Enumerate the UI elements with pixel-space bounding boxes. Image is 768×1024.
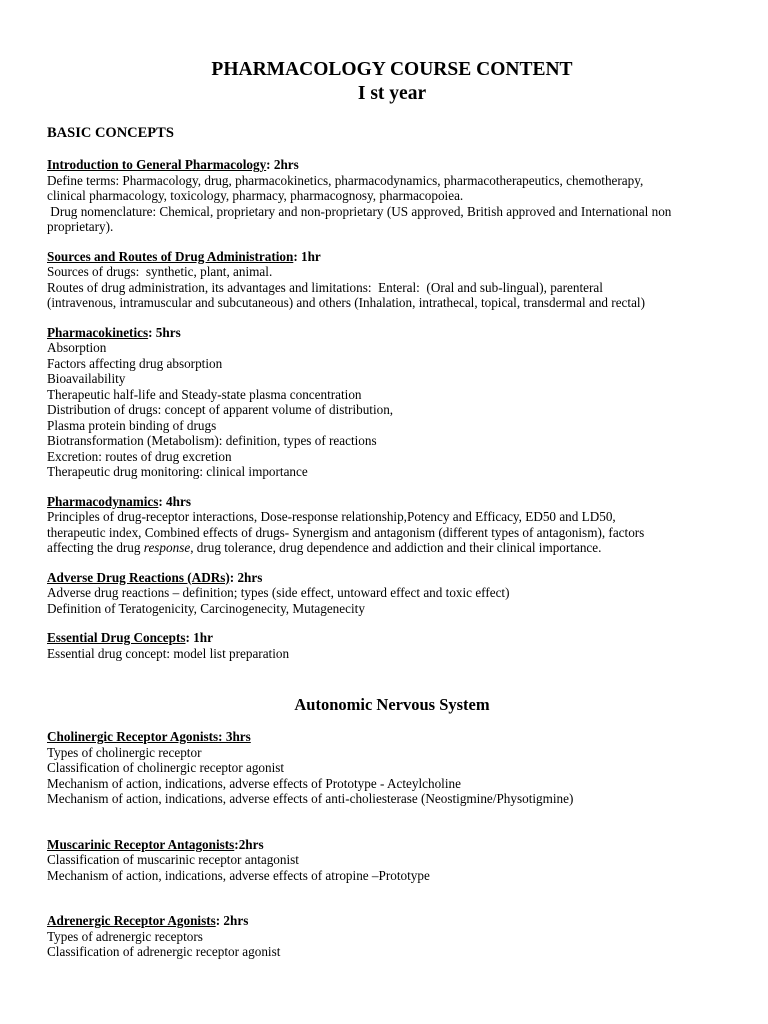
section-line: Mechanism of action, indications, adverse effects of anti-choliesterase (Neostigmine/Physotigmine) — [47, 791, 574, 806]
section-hours: : 1hr — [185, 630, 213, 645]
section-title: Pharmacokinetics — [47, 324, 149, 340]
ans-sections — [47, 729, 737, 960]
section-line: Routes of drug administration, its advantages and limitations: Enteral: (Oral and sub-lingual), parenteral — [47, 279, 603, 295]
section-title: Essential Drug Concepts — [47, 630, 186, 645]
section-line: proprietary). — [47, 219, 114, 234]
course-section — [47, 837, 737, 884]
section-line: Drug nomenclature: Chemical, proprietary and non-proprietary (US approved, British approved and International non — [47, 203, 672, 219]
section-hours: : 4hrs — [158, 493, 191, 509]
section-line: Therapeutic half-life and Steady-state plasma concentration — [47, 386, 362, 402]
section-heading — [47, 249, 737, 265]
section-heading — [47, 494, 737, 510]
section-line: Factors affecting drug absorption — [47, 355, 223, 371]
section-line: Bioavailability — [47, 371, 126, 386]
document-subtitle: I st year — [357, 83, 427, 104]
course-section — [47, 325, 737, 480]
section-heading — [47, 325, 737, 341]
section-line: Classification of cholinergic receptor agonist — [47, 760, 285, 775]
section-line: (intravenous, intramuscular and subcutaneous) and others (Inhalation, intrathecal, topical, transdermal and rectal) — [47, 295, 645, 310]
section-line: Biotransformation (Metabolism): definition, types of reactions — [47, 433, 377, 448]
section-hours: : 2hrs — [215, 913, 249, 928]
section-line: Adverse drug reactions – definition; types (side effect, untoward effect and toxic effect) — [47, 585, 510, 600]
document-page — [47, 58, 737, 990]
section-line: Absorption — [47, 340, 107, 355]
section-hours: : 2hrs — [266, 157, 299, 172]
section-line: Classification of adrenergic receptor agonist — [47, 944, 281, 959]
basic-concepts-heading: BASIC CONCEPTS — [47, 125, 174, 141]
section-line: Define terms: Pharmacology, drug, pharmacokinetics, pharmacodynamics, pharmacotherapeutics, chemotherapy, — [47, 172, 644, 188]
basic-sections — [47, 157, 737, 661]
section-heading — [47, 630, 737, 646]
section-hours: : 1hr — [293, 248, 321, 264]
section-title: Introduction to General Pharmacology — [47, 157, 267, 172]
section-heading — [47, 837, 737, 853]
section-line: Essential drug concept: model list preparation — [47, 645, 290, 661]
section-line: Types of adrenergic receptors — [47, 928, 203, 944]
section-heading — [47, 729, 737, 745]
section-hours: : 2hrs — [229, 569, 263, 585]
section-line: Plasma protein binding of drugs — [47, 417, 217, 433]
section-title: Adverse Drug Reactions (ADRs) — [47, 569, 230, 585]
section-line: Classification of muscarinic receptor antagonist — [47, 852, 299, 867]
section-title: Pharmacodynamics — [47, 493, 159, 509]
section-line: Therapeutic drug monitoring: clinical importance — [47, 464, 308, 479]
course-section — [47, 570, 737, 617]
section-title: Adrenergic Receptor Agonists — [47, 913, 216, 928]
course-section — [47, 630, 737, 661]
course-section — [47, 157, 737, 235]
section-hours: : 5hrs — [148, 324, 181, 340]
emphasis-response: response — [143, 540, 191, 555]
section-heading — [47, 570, 737, 586]
section-line: clinical pharmacology, toxicology, pharmacy, pharmacognosy, pharmacopoiea. — [47, 188, 464, 203]
section-title: Muscarinic Receptor Antagonists — [47, 836, 235, 852]
section-heading — [47, 913, 737, 929]
course-section — [47, 249, 737, 311]
document-title: PHARMACOLOGY COURSE CONTENT — [211, 59, 573, 80]
section-line: Types of cholinergic receptor — [47, 744, 202, 760]
section-line: affecting the drug response, drug tolerance, drug dependence and addiction and their clinical importance. — [47, 540, 602, 555]
course-section — [47, 729, 737, 807]
section-hours: :2hrs — [234, 836, 264, 852]
section-line: Sources of drugs: synthetic, plant, animal. — [47, 264, 273, 279]
ans-heading: Autonomic Nervous System — [294, 695, 490, 714]
section-line: Mechanism of action, indications, adverse effects of atropine –Prototype — [47, 867, 430, 883]
section-line: Definition of Teratogenicity, Carcinogenecity, Mutagenecity — [47, 600, 365, 616]
course-section — [47, 913, 737, 960]
section-line: Distribution of drugs: concept of apparent volume of distribution, — [47, 402, 394, 417]
course-section — [47, 494, 737, 556]
section-line: therapeutic index, Combined effects of drugs- Synergism and antagonism (different types of antagonism), factors — [47, 524, 645, 540]
section-line: Principles of drug-receptor interactions, Dose-response relationship,Potency and Efficacy, ED50 and LD50, — [47, 509, 616, 524]
section-title: Cholinergic Receptor Agonists: 3hrs — [47, 729, 251, 744]
section-line: Excretion: routes of drug excretion — [47, 448, 232, 464]
section-line: Mechanism of action, indications, adverse effects of Prototype - Acteylcholine — [47, 775, 461, 791]
section-heading — [47, 157, 737, 173]
section-title: Sources and Routes of Drug Administration — [47, 248, 294, 264]
